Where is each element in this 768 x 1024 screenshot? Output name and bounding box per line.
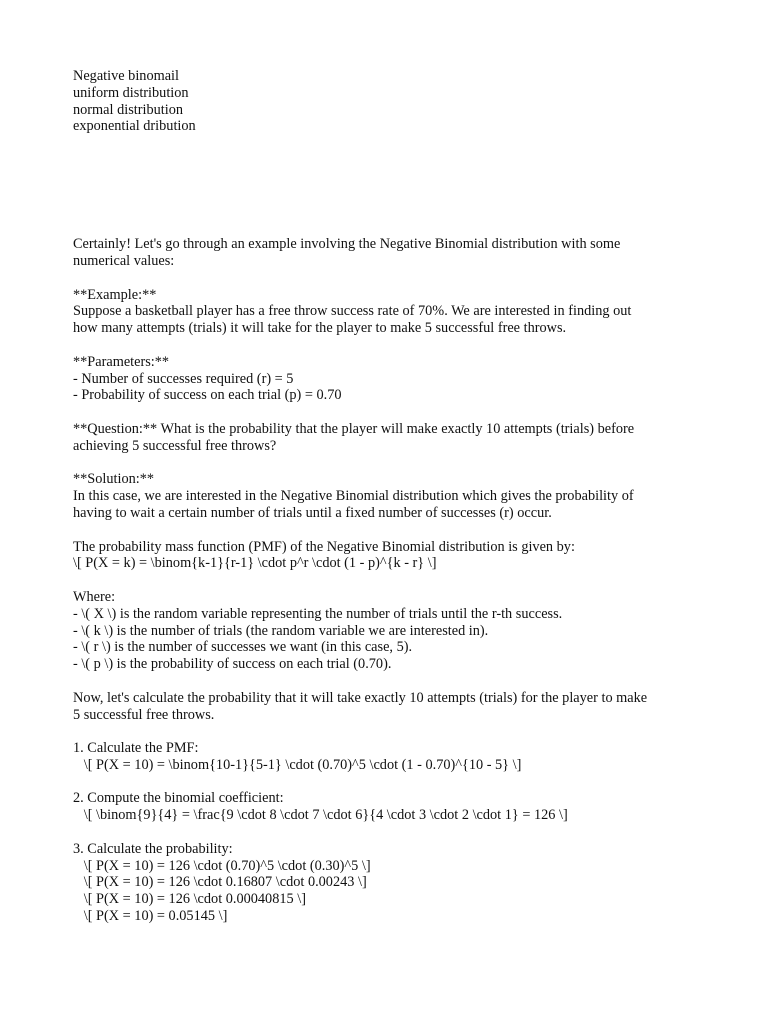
paragraph	[73, 690, 713, 724]
text-line: how many attempts (trials) it will take for the player to make 5 successful free throws.	[73, 320, 567, 337]
text-line: \[ \binom{9}{4} = \frac{9 \cdot 8 \cdot 7 \cdot 6}{4 \cdot 3 \cdot 2 \cdot 1} = 126 \]	[73, 807, 568, 824]
document-page	[73, 68, 713, 925]
text-line: - \( k \) is the number of trials (the random variable we are interested in).	[73, 622, 489, 639]
text-line: Suppose a basketball player has a free throw success rate of 70%. We are interested in finding out	[73, 303, 632, 320]
text-line: \[ P(X = 10) = 0.05145 \]	[73, 908, 228, 925]
text-line: \[ P(X = k) = \binom{k-1}{r-1} \cdot p^r \cdot (1 - p)^{k - r} \]	[73, 555, 437, 572]
paragraph	[73, 236, 713, 270]
text-line: 2. Compute the binomial coefficient:	[73, 790, 284, 807]
text-line: - Probability of success on each trial (p) = 0.70	[73, 387, 342, 404]
text-line: **Parameters:**	[73, 353, 170, 370]
text-line: 3. Calculate the probability:	[73, 840, 233, 857]
text-line: In this case, we are interested in the Negative Binomial distribution which gives the probability of	[73, 488, 634, 505]
text-line: The probability mass function (PMF) of the Negative Binomial distribution is given by:	[73, 538, 575, 555]
text-line: \[ P(X = 10) = 126 \cdot (0.70)^5 \cdot (0.30)^5 \]	[73, 857, 371, 874]
paragraph	[73, 287, 713, 337]
text-line: Certainly! Let's go through an example involving the Negative Binomial distribution with some	[73, 236, 621, 253]
topic-item: Negative binomail	[73, 68, 180, 84]
paragraph	[73, 539, 713, 573]
topic-item: exponential dribution	[73, 118, 196, 135]
topic-item: uniform distribution	[73, 84, 189, 101]
text-line: - Number of successes required (r) = 5	[73, 370, 294, 387]
text-line: 1. Calculate the PMF:	[73, 740, 199, 757]
paragraph	[73, 790, 713, 824]
text-line: achieving 5 successful free throws?	[73, 437, 277, 454]
text-line: - \( p \) is the probability of success on each trial (0.70).	[73, 656, 392, 673]
text-line: \[ P(X = 10) = \binom{10-1}{5-1} \cdot (0.70)^5 \cdot (1 - 0.70)^{10 - 5} \]	[73, 756, 522, 773]
paragraph	[73, 471, 713, 521]
text-line: - \( X \) is the random variable representing the number of trials until the r-th success.	[73, 605, 563, 622]
text-line: **Example:**	[73, 286, 157, 303]
text-line: **Question:** What is the probability that the player will make exactly 10 attempts (trials) before	[73, 420, 635, 437]
text-line: Now, let's calculate the probability that it will take exactly 10 attempts (trials) for the player to make	[73, 689, 648, 706]
text-line: numerical values:	[73, 252, 175, 269]
paragraph	[73, 421, 713, 455]
topic-item: normal distribution	[73, 101, 183, 118]
topic-list	[73, 68, 713, 135]
paragraph	[73, 354, 713, 404]
document-body	[73, 236, 713, 925]
text-line: - \( r \) is the number of successes we want (in this case, 5).	[73, 639, 413, 656]
text-line: Where:	[73, 588, 116, 605]
text-line: 5 successful free throws.	[73, 706, 215, 723]
text-line: \[ P(X = 10) = 126 \cdot 0.00040815 \]	[73, 891, 306, 908]
paragraph	[73, 740, 713, 774]
paragraph	[73, 589, 713, 673]
text-line: \[ P(X = 10) = 126 \cdot 0.16807 \cdot 0.00243 \]	[73, 874, 367, 891]
text-line: **Solution:**	[73, 471, 155, 488]
text-line: having to wait a certain number of trials until a fixed number of successes (r) occur.	[73, 504, 552, 521]
paragraph	[73, 841, 713, 925]
